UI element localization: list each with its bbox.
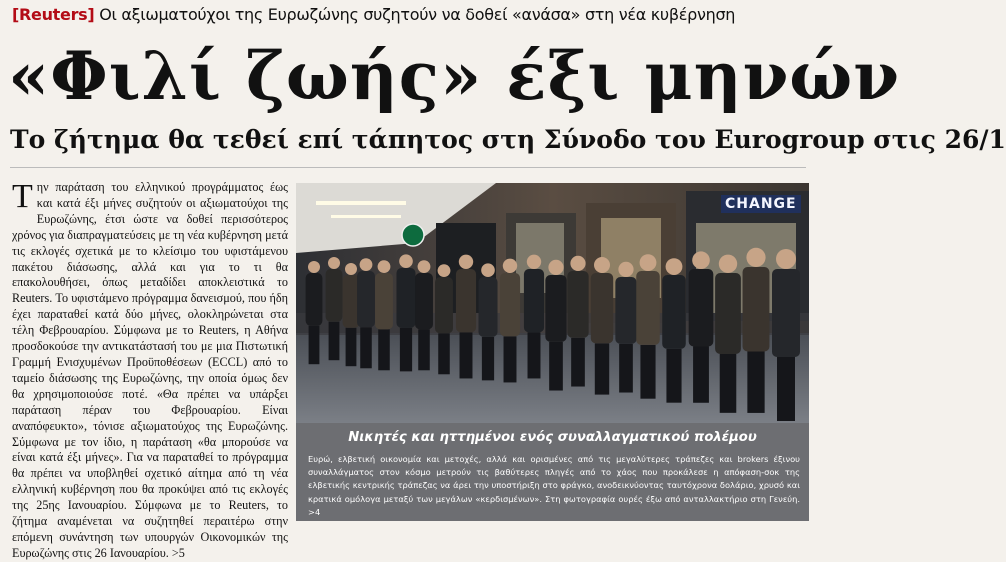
person-silhouette [306,261,323,364]
divider-rule [10,167,806,168]
person-silhouette [772,249,800,421]
person-silhouette [636,254,660,398]
person-silhouette [743,248,770,413]
person-silhouette [715,255,741,413]
person-silhouette [456,255,476,379]
person-silhouette [662,258,686,402]
person-silhouette [615,262,636,393]
person-silhouette [478,263,497,380]
person-silhouette [396,254,415,371]
person-silhouette [545,260,566,391]
kicker-text: Οι αξιωματούχοι της Ευρωζώνης συζητούν να δοθεί «ανάσα» στη νέα κυβέρνηση [99,5,736,24]
kicker-line [12,4,808,26]
caption-text: Ευρώ, ελβετική οικονομία και μετοχές, αλλά και ορισμένες από τις μεγαλύτερες τράπεζες και brokers έξινου συναλλάγματος στον κόσμο μετρούν τις βαθύτερες πληγές από το χάος που προκάλεσε η απόφαση-σοκ της ελβετικής κεντρικής τράπεζας να άρει την υποστήριξη στο φράγκο, ανοδεικνύοντας ταυτόχρονα δολάριο, χρυσό και κρατικά ομόλογα μεταξύ των μεγάλων «κερδισμένων». Στη φωτογραφία ουρές έξω από ανταλλακτήριο στη Γενεύη. >4 [308,454,800,517]
person-silhouette [343,263,360,366]
person-silhouette [500,259,520,383]
news-photo [296,183,809,423]
article-body [12,178,288,560]
person-silhouette [326,257,343,360]
person-silhouette [415,260,433,370]
person-silhouette [689,251,714,402]
photo-caption-box [296,423,809,521]
person-silhouette [357,258,375,368]
crowd-queue [296,183,809,423]
drop-cap: Τ [12,178,33,215]
source-tag: [Reuters] [12,5,95,24]
person-silhouette [591,257,613,395]
person-silhouette [375,260,393,370]
subheadline: Το ζήτημα θα τεθεί επί τάπητος στη Σύνοδο του Eurogroup στις 26/1 [10,125,1006,154]
person-silhouette [567,256,588,387]
article-text: ην παράταση του ελληνικού προγράμματος έως και κατά έξι μήνες συζητούν οι αξιωματούχοι της Ευρωζώνης, έτσι ώστε να δοθεί περισσότερος χρόνος για διαπραγματεύσεις με τη νέα κυβέρνηση μετά τις εκλογές σχετικά με το κλείσιμο του υφιστάμενου πακέτου διάσωσης, αλλά και για το τι θα επακολουθήσει, όπως μεταδίδει αποκλειστικά το Reuters. Το υφιστάμενο πρόγραμμα δανεισμού, που ήδη έχει παραταθεί κατά δύο μήνες, ολοκληρώνεται στα τέλη Φεβρουαρίου. Σύμφωνα με το Reuters, η Αθήνα προσδοκούσε την αντικατάστασή του με μια Πιστωτική Γραμμή Ενισχυμένων Προϋποθέσεων (ECCL) από το ταμείο διάσωσης της Ευρωζώνης, την οποία όμως δεν θα χρησιμοποιούσε ποτέ. «Θα πρέπει να υπάρξει παράταση πέραν του Φεβρουαρίου. Είναι αναπόφευκτο», τόνισε αξιωματούχος της Ευρωζώνης. Σύμφωνα με τον ίδιο, η παράταση «θα μπορούσε να είναι κατά έξι μήνες». Για να παραταθεί το πρόγραμμα θα πρέπει να υποβληθεί σχετικό αίτημα από τη νέα ελληνική κυβέρνηση που θα προκύψει από τις εκλογές της 25ης Ιανουαρίου. Σύμφωνα με το Reuters, το ζήτημα αναμένεται να συζητηθεί περαιτέρω στην επόμενη συνάντηση των υπουργών Οικονομικών της Ευρωζώνης στις 26 Ιανουαρίου. >5 [12,180,288,560]
headline: «Φιλί ζωής» έξι μηνών [8,37,901,115]
change-sign: CHANGE [721,195,801,213]
caption-title: Νικητές και ηττημένοι ενός συναλλαγματικού πολέμου [348,430,757,445]
person-silhouette [524,255,544,379]
person-silhouette [435,264,453,374]
